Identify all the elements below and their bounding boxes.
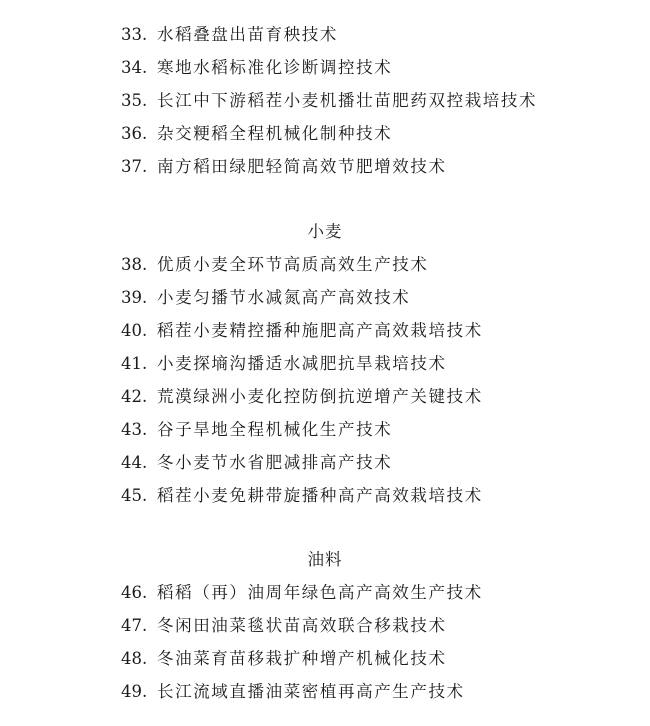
item-text: 南方稻田绿肥轻简高效节肥增效技术 [157,157,447,176]
item-text: 长江流域直播油菜密植再高产生产技术 [157,682,465,701]
item-text: 水稻叠盘出苗育秧技术 [157,25,338,44]
section-heading: 小麦 [307,222,343,241]
list-item [121,352,447,376]
item-number: 43. [121,420,148,439]
list-item [121,614,447,638]
item-number: 38. [121,255,148,274]
list-item [121,286,410,310]
item-number: 40. [121,321,148,340]
item-number: 44. [121,453,148,472]
item-text: 寒地水稻标准化诊断调控技术 [157,58,393,77]
section-heading: 油料 [307,550,343,569]
item-text: 优质小麦全环节高质高效生产技术 [157,255,429,274]
item-number: 41. [121,354,148,373]
list-item [121,647,447,671]
item-number: 49. [121,682,148,701]
item-number: 42. [121,387,148,406]
item-number: 48. [121,649,148,668]
item-text: 冬闲田油菜毯状苗高效联合移栽技术 [157,616,447,635]
item-number: 36. [121,124,148,143]
item-text: 谷子旱地全程机械化生产技术 [157,420,393,439]
item-number: 33. [121,25,148,44]
list-item [121,89,537,113]
item-text: 小麦探墒沟播适水减肥抗旱栽培技术 [157,354,447,373]
item-number: 34. [121,58,148,77]
item-text: 稻稻（再）油周年绿色高产高效生产技术 [157,583,483,602]
list-item [121,680,465,704]
item-text: 冬油菜育苗移栽扩种增产机械化技术 [157,649,447,668]
item-number: 35. [121,91,148,110]
list-item [121,253,429,277]
item-number: 39. [121,288,148,307]
list-item [121,23,338,47]
list-item [121,56,392,80]
list-item [121,581,483,605]
item-text: 冬小麦节水省肥减排高产技术 [157,453,393,472]
item-text: 稻茬小麦精控播种施肥高产高效栽培技术 [157,321,483,340]
item-text: 荒漠绿洲小麦化控防倒抗逆增产关键技术 [157,387,483,406]
list-item [121,319,483,343]
list-item [121,418,392,442]
list-item [121,155,447,179]
item-number: 47. [121,616,148,635]
item-text: 小麦匀播节水减氮高产高效技术 [157,288,411,307]
item-number: 46. [121,583,148,602]
item-text: 长江中下游稻茬小麦机播壮苗肥药双控栽培技术 [157,91,538,110]
item-number: 45. [121,486,148,505]
item-text: 稻茬小麦免耕带旋播种高产高效栽培技术 [157,486,483,505]
list-item [121,385,483,409]
list-item [121,484,483,508]
list-item [121,451,392,475]
list-item [121,122,392,146]
item-text: 杂交粳稻全程机械化制种技术 [157,124,393,143]
item-number: 37. [121,157,148,176]
